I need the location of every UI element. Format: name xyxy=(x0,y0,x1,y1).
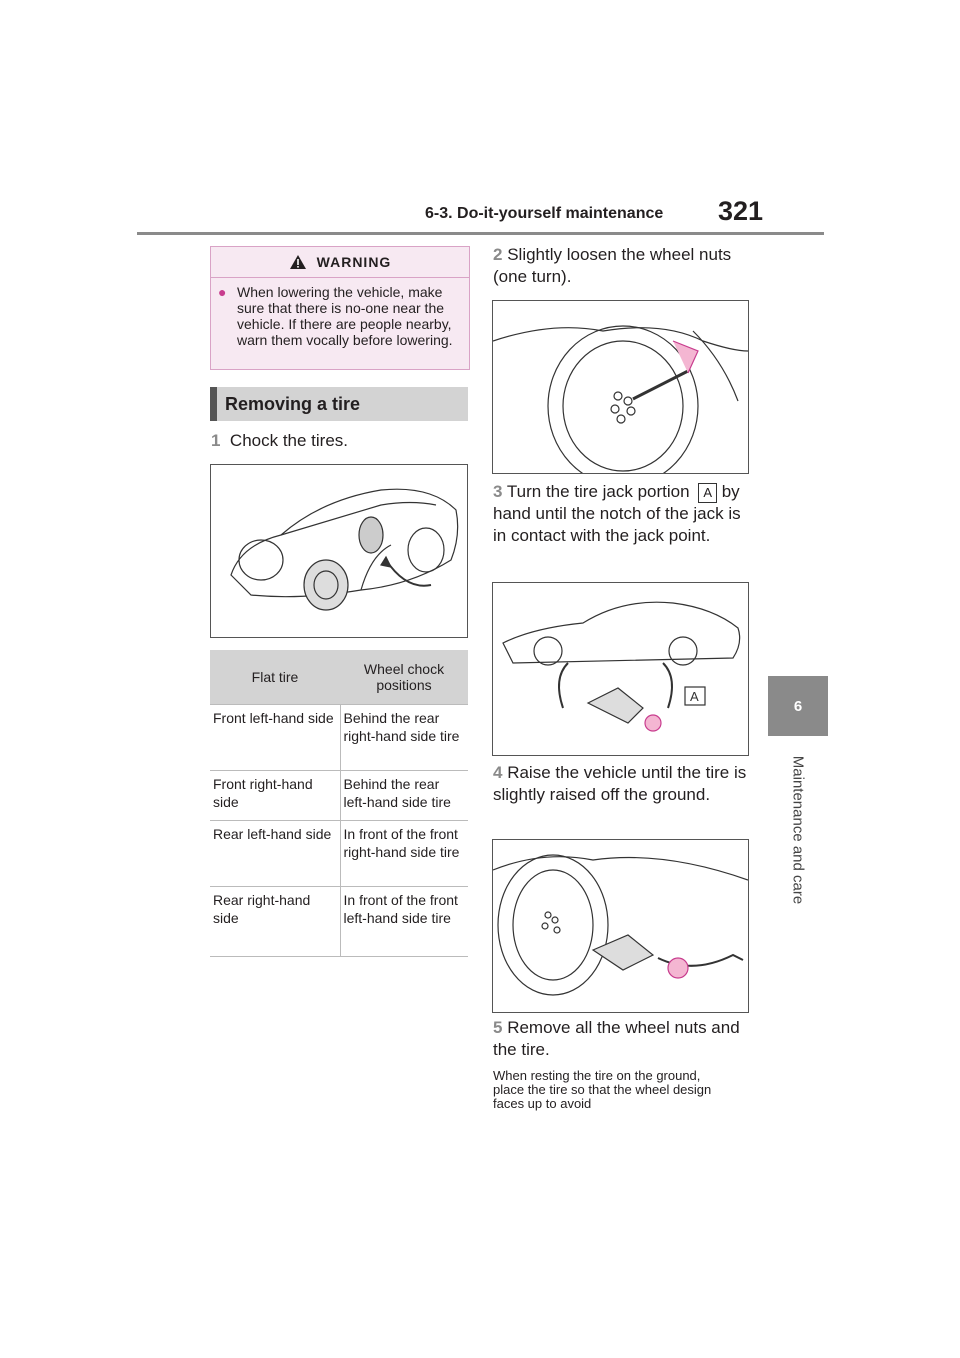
raise-vehicle-figure xyxy=(492,839,749,1013)
chapter-tab: 6 xyxy=(768,676,828,736)
section-header: 6-3. Do-it-yourself maintenance xyxy=(425,205,664,222)
step-number: 4 xyxy=(493,763,503,782)
table-row xyxy=(210,771,468,821)
step-number: 2 xyxy=(493,245,503,264)
table-header-chock-positions: Wheel chock positions xyxy=(340,650,468,705)
table-cell: In front of the front right-hand side tire xyxy=(340,821,468,887)
warning-text: When lowering the vehicle, make sure that there is no-one near the vehicle. If there are people nearby, warn them vocally before lowering. xyxy=(237,284,453,348)
warning-triangle-icon xyxy=(289,254,307,270)
car-chock-illustration xyxy=(211,465,467,637)
table-row xyxy=(210,887,468,957)
chapter-title xyxy=(768,745,828,915)
step-1 xyxy=(211,430,348,452)
table-row xyxy=(210,821,468,887)
bullet-icon: ● xyxy=(218,284,227,300)
step-number: 5 xyxy=(493,1018,503,1037)
table-cell: Behind the rear right-hand side tire xyxy=(340,705,468,771)
table-cell: Rear left-hand side xyxy=(210,821,340,887)
loosen-nuts-illustration xyxy=(493,301,748,473)
section-heading-text: Removing a tire xyxy=(225,393,361,414)
section-heading xyxy=(210,387,468,421)
step-2 xyxy=(493,244,753,288)
chock-figure xyxy=(210,464,468,638)
callout-label: A xyxy=(698,483,717,503)
step-text: Chock the tires. xyxy=(229,431,349,450)
table-header-flat-tire: Flat tire xyxy=(210,650,340,705)
step-text: Slightly loosen the wheel nuts (one turn). xyxy=(493,245,732,286)
step-number: 1 xyxy=(211,431,221,450)
table-row xyxy=(210,705,468,771)
chapter-title-text: Maintenance and care xyxy=(789,755,807,905)
jack-figure xyxy=(492,582,749,756)
table-cell: Front right-hand side xyxy=(210,771,340,821)
note-text: When resting the tire on the ground, place the tire so that the wheel design faces up to avoid xyxy=(493,1068,712,1111)
step-number: 3 xyxy=(493,482,503,501)
header-rule xyxy=(137,232,824,235)
table-cell: In front of the front left-hand side tire xyxy=(340,887,468,957)
table-cell: Front left-hand side xyxy=(210,705,340,771)
warning-header xyxy=(211,247,469,278)
step-text: Turn the tire jack portion xyxy=(506,482,690,501)
warning-box xyxy=(210,246,470,370)
wheel-chock-table xyxy=(210,650,468,957)
jack-illustration xyxy=(493,583,748,755)
table-cell: Behind the rear left-hand side tire xyxy=(340,771,468,821)
step-text: Raise the vehicle until the tire is slightly raised off the ground. xyxy=(493,763,747,804)
warning-body xyxy=(211,278,469,348)
step-text: Remove all the wheel nuts and the tire. xyxy=(493,1018,740,1059)
step-text-continued: by hand until the notch of the jack is in contact with the jack point. xyxy=(493,482,741,545)
heading-bar xyxy=(210,387,217,421)
table-cell: Rear right-hand side xyxy=(210,887,340,957)
raise-vehicle-illustration xyxy=(493,840,748,1012)
page-number: 321 xyxy=(718,196,764,226)
figure-callout-a: A xyxy=(690,689,699,704)
step-3 xyxy=(493,481,753,547)
loosen-nuts-figure xyxy=(492,300,749,474)
step-5 xyxy=(493,1017,753,1061)
step-4 xyxy=(493,762,753,806)
warning-title: WARNING xyxy=(316,254,392,270)
